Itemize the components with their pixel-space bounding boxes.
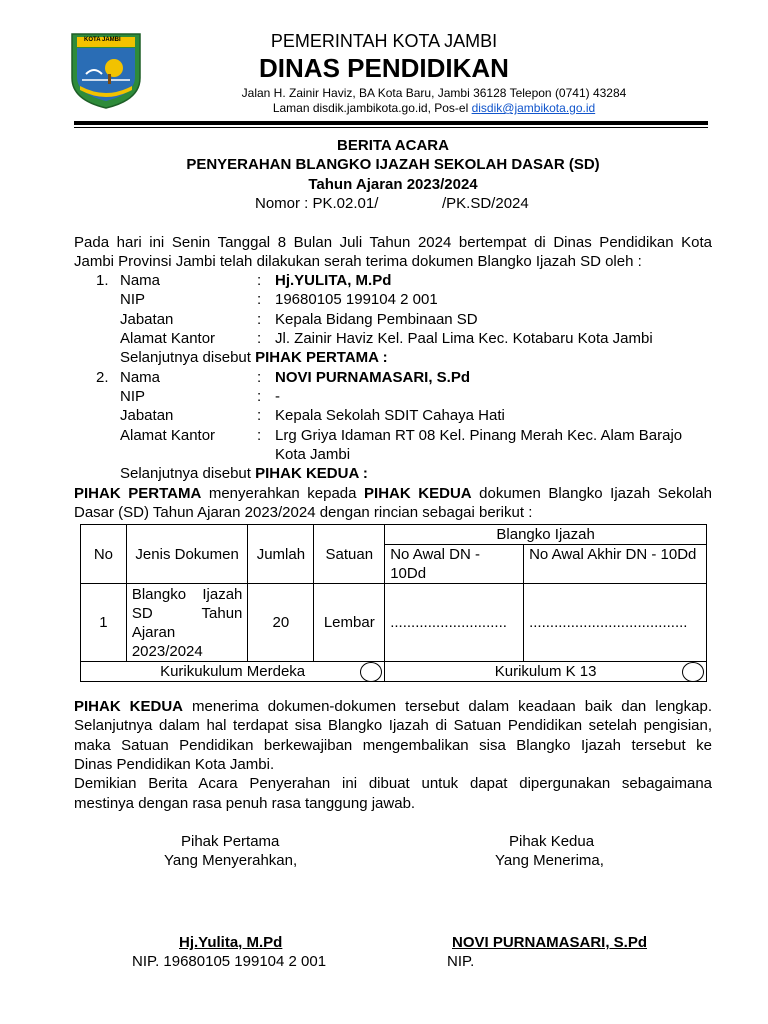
header-rule-thick [74, 121, 708, 125]
agency-contact [0, 101, 768, 115]
agency-name: DINAS PENDIDIKAN [259, 53, 509, 83]
email-link[interactable]: disdik@jambikota.go.id [471, 101, 596, 115]
logo-text: KOTA JAMBI [84, 37, 121, 43]
label-jabatan: Jabatan [120, 407, 174, 424]
kurikulum-k13-cell [385, 662, 707, 682]
doc-number-suffix: /PK.SD/2024 [442, 195, 529, 212]
colon: : [257, 291, 262, 308]
closing-line-1 [74, 698, 712, 715]
table-row [81, 584, 707, 662]
role-prefix: Selanjutnya disebut [120, 349, 251, 366]
doc-number-label: Nomor : PK.02.01/ [255, 195, 379, 212]
label-jabatan: Jabatan [120, 311, 174, 328]
header-rule-thin [74, 127, 708, 128]
party2-address-line1: Lrg Griya Idaman RT 08 Kel. Pinang Merah Kec. Alam Barajo [275, 427, 683, 444]
closing-line-4: Dinas Pendidikan Kota Jambi. [74, 756, 275, 773]
sig-left-title: Pihak Pertama [181, 833, 280, 850]
sig-left-name: Hj.Yulita, M.Pd [179, 934, 283, 951]
kurikulum-k13-checkbox[interactable] [682, 662, 704, 682]
party2-number: 2. [96, 369, 109, 386]
sig-right-title: Pihak Kedua [509, 833, 595, 850]
closing-line-1-rest: menerima dokumen-dokumen tersebut dalam keadaan baik dan lengkap. [183, 698, 712, 715]
colon: : [257, 407, 262, 424]
doc-title: BERITA ACARA [337, 137, 449, 154]
website-text: Laman disdik.jambikota.go.id, Pos-el [272, 101, 469, 115]
header-satuan: Satuan [314, 525, 385, 584]
party2-name: NOVI PURNAMASARI, S.Pd [275, 369, 471, 386]
handover-line-1 [74, 485, 712, 502]
header-awal: No Awal DN - 10Dd [385, 545, 524, 584]
colon: : [257, 330, 262, 347]
sig-right-sub: Yang Menerima, [495, 852, 604, 869]
row-jenis: Blangko Ijazah SD Tahun Ajaran 2023/2024 [126, 584, 248, 662]
closing-line-5: Demikian Berita Acara Penyerahan ini dibuat untuk dapat dipergunakan sebagaimana [74, 775, 712, 792]
handover-mid: menyerahkan kepada [201, 485, 365, 502]
row-jumlah: 20 [248, 584, 314, 662]
colon: : [257, 388, 262, 405]
label-nama: Nama [120, 369, 161, 386]
row-satuan: Lembar [314, 584, 385, 662]
party1-number: 1. [96, 272, 109, 289]
intro-line-2: Jambi Provinsi Jambi telah dilakukan serah terima dokumen Blangko Ijazah SD oleh : [74, 253, 642, 270]
colon: : [257, 272, 262, 289]
party1-address: Jl. Zainir Haviz Kel. Paal Lima Kec. Kotabaru Kota Jambi [275, 330, 653, 347]
row-akhir: ...................................... [524, 584, 707, 662]
kurikulum-merdeka-label: Kurikukulum Merdeka [160, 663, 306, 680]
party2-nip: - [275, 388, 280, 405]
header-jenis: Jenis Dokumen [126, 525, 248, 584]
sig-left-nip: NIP. 19680105 199104 2 001 [132, 953, 327, 970]
party2-role: PIHAK KEDUA : [255, 465, 368, 482]
closing-line-2: Selanjutnya dalam hal terdapat sisa Blangko Ijazah di Satuan Pendidikan setelah pengisian, [74, 717, 712, 734]
handover-party1: PIHAK PERTAMA [74, 485, 202, 502]
party1-position: Kepala Bidang Pembinaan SD [275, 311, 478, 328]
kurikulum-merdeka-checkbox[interactable] [360, 662, 382, 682]
party2-address-line2: Kota Jambi [275, 446, 351, 463]
row-awal: ............................ [385, 584, 524, 662]
label-alamat: Alamat Kantor [120, 330, 216, 347]
row-no: 1 [81, 584, 127, 662]
colon: : [257, 369, 262, 386]
label-alamat: Alamat Kantor [120, 427, 216, 444]
sig-right-name: NOVI PURNAMASARI, S.Pd [452, 934, 648, 951]
party1-role-line [120, 349, 388, 366]
closing-line-6: mestinya dengan rasa penuh rasa tanggung jawab. [74, 795, 416, 812]
party1-role: PIHAK PERTAMA : [255, 349, 388, 366]
handover-line-2: Dasar (SD) Tahun Ajaran 2023/2024 dengan rincian sebagai berikut : [74, 504, 533, 521]
agency-address: Jalan H. Zainir Haviz, BA Kota Baru, Jambi 36128 Telepon (0741) 43284 [241, 86, 627, 100]
colon: : [257, 311, 262, 328]
intro-line-1: Pada hari ini Senin Tanggal 8 Bulan Juli Tahun 2024 bertempat di Dinas Pendidikan Kota [74, 234, 712, 251]
handover-rest: dokumen Blangko Ijazah Sekolah [471, 485, 712, 502]
party1-name: Hj.YULITA, M.Pd [275, 272, 392, 289]
header-akhir: No Awal Akhir DN - 10Dd [524, 545, 707, 584]
header-blangko: Blangko Ijazah [385, 525, 707, 545]
closing-party2: PIHAK KEDUA [74, 698, 184, 715]
kurikulum-k13-label: Kurikulum K 13 [494, 663, 597, 680]
role-prefix: Selanjutnya disebut [120, 465, 251, 482]
doc-subtitle: PENYERAHAN BLANGKO IJAZAH SEKOLAH DASAR (SD) [186, 156, 600, 173]
doc-year: Tahun Ajaran 2023/2024 [308, 176, 478, 193]
document-table [80, 524, 707, 682]
label-nip: NIP [120, 388, 146, 405]
party2-position: Kepala Sekolah SDIT Cahaya Hati [275, 407, 505, 424]
header-no: No [81, 525, 127, 584]
header-jumlah: Jumlah [248, 525, 314, 584]
handover-party2: PIHAK KEDUA [364, 485, 472, 502]
sig-right-nip: NIP. [447, 953, 475, 970]
government-name: PEMERINTAH KOTA JAMBI [270, 31, 498, 51]
label-nip: NIP [120, 291, 146, 308]
closing-line-3: maka Satuan Pendidikan berkewajiban mengembalikan sisa Blangko Ijazah tersebut ke [74, 737, 712, 754]
party1-nip: 19680105 199104 2 001 [275, 291, 438, 308]
kurikulum-merdeka-cell [81, 662, 385, 682]
sig-left-sub: Yang Menyerahkan, [164, 852, 298, 869]
colon: : [257, 427, 262, 444]
party2-role-line [120, 465, 368, 482]
label-nama: Nama [120, 272, 161, 289]
